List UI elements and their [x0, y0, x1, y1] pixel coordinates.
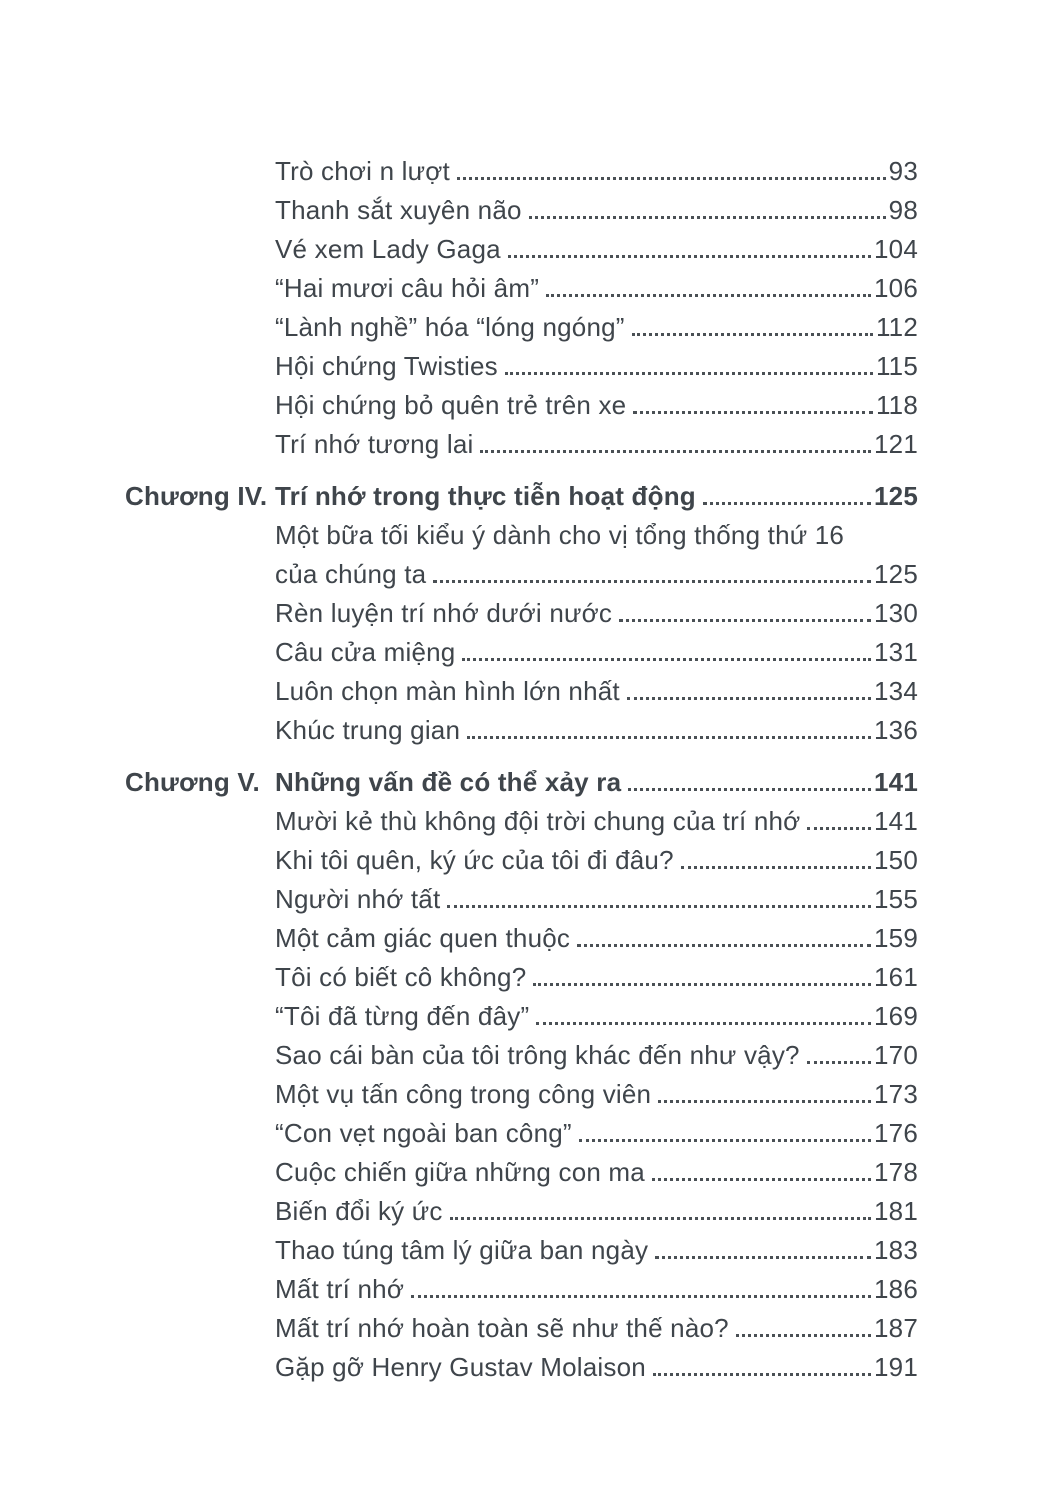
- entry-title: Một cảm giác quen thuộc: [275, 923, 571, 953]
- toc-entry: [275, 516, 918, 555]
- dot-leader: [546, 292, 871, 297]
- entry-title: Mất trí nhớ: [275, 1274, 405, 1304]
- page-number: 155: [874, 884, 918, 914]
- page-number: 118: [875, 390, 918, 420]
- entry-title: Trò chơi n lượt: [275, 156, 450, 186]
- page-number: 131: [874, 637, 918, 667]
- entry-title: Tôi có biết cô không?: [275, 962, 527, 992]
- toc-row: [125, 230, 918, 269]
- toc-entry: [275, 672, 918, 711]
- dot-leader: [681, 864, 871, 869]
- page-number: 106: [874, 273, 918, 303]
- dot-leader: [807, 1059, 871, 1064]
- toc-row: [125, 763, 918, 802]
- entry-title: Một vụ tấn công trong công viên: [275, 1079, 652, 1109]
- toc-entry: [275, 555, 918, 594]
- page-number: 125: [874, 481, 918, 511]
- page-number: 169: [874, 1001, 918, 1031]
- toc-row: [125, 555, 918, 594]
- toc-row: [125, 1153, 918, 1192]
- dot-leader: [579, 1137, 871, 1142]
- dot-leader: [652, 1176, 871, 1181]
- chapter-label: Chương V.: [125, 767, 260, 797]
- entry-title: “Con vẹt ngoài ban công”: [275, 1118, 572, 1148]
- entry-title: Thao túng tâm lý giữa ban ngày: [275, 1235, 649, 1265]
- dot-leader: [462, 656, 871, 661]
- dot-leader: [577, 942, 871, 947]
- entry-title: Một bữa tối kiểu ý dành cho vị tổng thống thứ 16: [275, 520, 845, 550]
- toc-entry: [275, 152, 918, 191]
- toc-row: [125, 802, 918, 841]
- dot-leader: [703, 500, 871, 505]
- dot-leader: [480, 448, 871, 453]
- entry-title: Hội chứng bỏ quên trẻ trên xe: [275, 390, 627, 420]
- toc-entry: [275, 269, 918, 308]
- chapter-label: Chương IV.: [125, 481, 268, 511]
- toc-row: [125, 1348, 918, 1387]
- entry-title: Những vấn đề có thể xảy ra: [275, 767, 622, 797]
- toc-row: [125, 672, 918, 711]
- entry-title: Cuộc chiến giữa những con ma: [275, 1157, 645, 1187]
- page-number: 134: [874, 676, 918, 706]
- dot-leader: [655, 1254, 871, 1259]
- dot-leader: [450, 1215, 871, 1220]
- entry-title: “Tôi đã từng đến đây”: [275, 1001, 530, 1031]
- toc-row: [125, 633, 918, 672]
- toc-row: [125, 919, 918, 958]
- toc-row: [125, 997, 918, 1036]
- page-number: 121: [874, 429, 918, 459]
- dot-leader: [508, 253, 871, 258]
- entry-title: của chúng ta: [275, 559, 427, 589]
- page-number: 159: [874, 923, 918, 953]
- dot-leader: [411, 1293, 871, 1298]
- toc-row: [125, 191, 918, 230]
- toc-row: [125, 958, 918, 997]
- toc-row: [125, 880, 918, 919]
- toc-entry: [275, 1114, 918, 1153]
- dot-leader: [633, 409, 873, 414]
- toc-entry: [275, 1036, 918, 1075]
- page-number: 191: [874, 1352, 918, 1382]
- entry-title: Sao cái bàn của tôi trông khác đến như vậy?: [275, 1040, 800, 1070]
- page-number: 186: [874, 1274, 918, 1304]
- toc-entry: [275, 1309, 918, 1348]
- dot-leader: [807, 825, 871, 830]
- toc-row: [125, 516, 918, 555]
- toc-row: [125, 1114, 918, 1153]
- toc-entry: [275, 841, 918, 880]
- toc-list: [125, 152, 918, 1387]
- dot-leader: [457, 175, 886, 180]
- toc-entry: [275, 919, 918, 958]
- toc-entry: [275, 711, 918, 750]
- entry-title: Biến đổi ký ức: [275, 1196, 443, 1226]
- dot-leader: [627, 695, 871, 700]
- toc-entry: [275, 997, 918, 1036]
- toc-entry: [275, 477, 918, 516]
- page-number: 150: [874, 845, 918, 875]
- entry-title: Người nhớ tất: [275, 884, 441, 914]
- toc-entry: [275, 230, 918, 269]
- dot-leader: [658, 1098, 871, 1103]
- entry-title: Mười kẻ thù không đội trời chung của trí nhớ: [275, 806, 801, 836]
- toc-row: [125, 477, 918, 516]
- page-number: 173: [874, 1079, 918, 1109]
- toc-entry: [275, 425, 918, 464]
- toc-row: [125, 1036, 918, 1075]
- toc-entry: [275, 958, 918, 997]
- page-number: 104: [874, 234, 918, 264]
- page-number: 141: [874, 767, 918, 797]
- toc-row: [125, 152, 918, 191]
- toc-row: [125, 1231, 918, 1270]
- dot-leader: [736, 1332, 871, 1337]
- toc-row: [125, 425, 918, 464]
- page-number: 115: [875, 351, 918, 381]
- page-number: 183: [874, 1235, 918, 1265]
- toc-row: [125, 1309, 918, 1348]
- toc-row: [125, 386, 918, 425]
- page-number: 181: [874, 1196, 918, 1226]
- toc-row: [125, 269, 918, 308]
- entry-title: Luôn chọn màn hình lớn nhất: [275, 676, 620, 706]
- entry-title: “Hai mươi câu hỏi âm”: [275, 273, 540, 303]
- entry-title: Câu cửa miệng: [275, 637, 456, 667]
- toc-entry: [275, 1231, 918, 1270]
- toc-entry: [275, 386, 918, 425]
- dot-leader: [529, 214, 886, 219]
- page-number: 93: [888, 156, 918, 186]
- toc-row: [125, 1270, 918, 1309]
- entry-title: Gặp gỡ Henry Gustav Molaison: [275, 1352, 646, 1382]
- page-number: 141: [874, 806, 918, 836]
- page-number: 125: [874, 559, 918, 589]
- page-number: 136: [874, 715, 918, 745]
- toc-row: [125, 1075, 918, 1114]
- toc-entry: [275, 633, 918, 672]
- page-number: 176: [874, 1118, 918, 1148]
- entry-title: Rèn luyện trí nhớ dưới nước: [275, 598, 613, 628]
- toc-row: [125, 1192, 918, 1231]
- toc-entry: [275, 1270, 918, 1309]
- dot-leader: [433, 578, 871, 583]
- entry-title: Vé xem Lady Gaga: [275, 234, 501, 264]
- entry-title: Thanh sắt xuyên não: [275, 195, 522, 225]
- toc-entry: [275, 880, 918, 919]
- entry-title: “Lành nghề” hóa “lóng ngóng”: [275, 312, 625, 342]
- entry-title: Hội chứng Twisties: [275, 351, 498, 381]
- dot-leader: [505, 370, 873, 375]
- page-number: 187: [874, 1313, 918, 1343]
- dot-leader: [533, 981, 871, 986]
- page-number: 178: [874, 1157, 918, 1187]
- page-number: 112: [875, 312, 918, 342]
- dot-leader: [619, 617, 871, 622]
- toc-entry: [275, 1192, 918, 1231]
- toc-row: [125, 347, 918, 386]
- toc-entry: [275, 191, 918, 230]
- page-number: 130: [874, 598, 918, 628]
- toc-entry: [275, 308, 918, 347]
- dot-leader: [628, 786, 871, 791]
- toc-entry: [275, 594, 918, 633]
- toc-row: [125, 711, 918, 750]
- dot-leader: [467, 734, 871, 739]
- entry-title: Trí nhớ tương lai: [275, 429, 474, 459]
- page-number: 170: [874, 1040, 918, 1070]
- entry-title: Khi tôi quên, ký ức của tôi đi đâu?: [275, 845, 674, 875]
- dot-leader: [536, 1020, 871, 1025]
- dot-leader: [653, 1371, 871, 1376]
- toc-entry: [275, 1348, 918, 1387]
- dot-leader: [632, 331, 873, 336]
- entry-title: Mất trí nhớ hoàn toàn sẽ như thế nào?: [275, 1313, 729, 1343]
- page-number: 161: [874, 962, 918, 992]
- dot-leader: [447, 903, 871, 908]
- entry-title: Khúc trung gian: [275, 715, 461, 745]
- toc-entry: [275, 347, 918, 386]
- entry-title: Trí nhớ trong thực tiễn hoạt động: [275, 481, 696, 511]
- toc-entry: [275, 1153, 918, 1192]
- toc-row: [125, 308, 918, 347]
- toc-row: [125, 841, 918, 880]
- toc-entry: [275, 1075, 918, 1114]
- toc-entry: [275, 802, 918, 841]
- toc-row: [125, 594, 918, 633]
- page-number: 98: [888, 195, 918, 225]
- toc-entry: [275, 763, 918, 802]
